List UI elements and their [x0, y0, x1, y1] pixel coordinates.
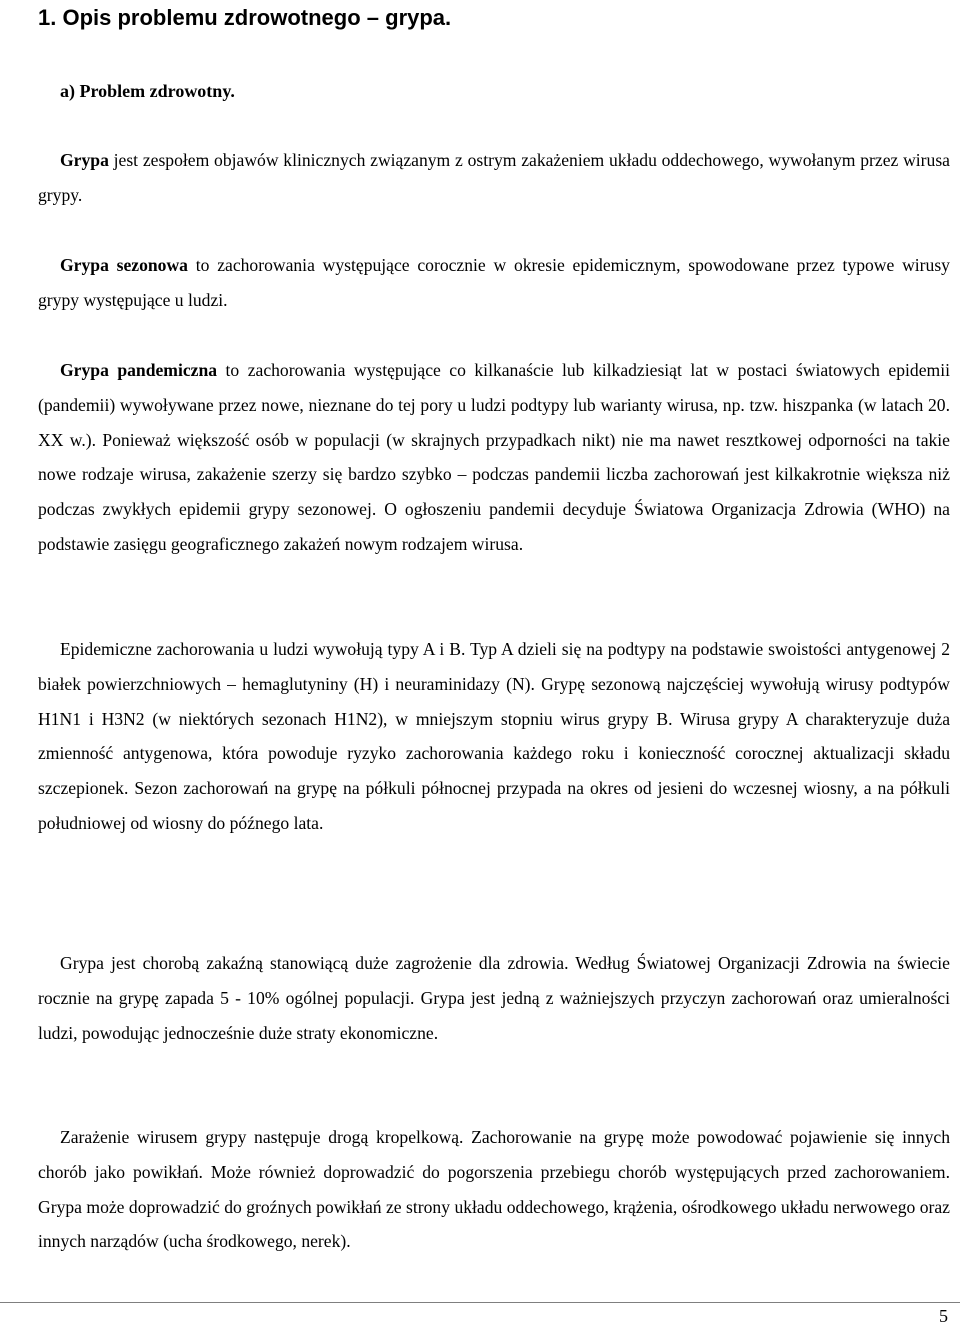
- paragraph-text: to zachorowania występujące corocznie w okresie epidemicznym, spowodowane przez typowe wirusy grypy występujące u ludzi.: [38, 255, 950, 310]
- paragraph-text: Zarażenie wirusem grypy następuje drogą kropelkową. Zachorowanie na grypę może powodować pojawienie się innych chorób jako powikłań. Może również doprowadzić do pogorszenia przebiegu chorób występujących przed zachorowaniem. Grypa może doprowadzić do groźnych powikłań ze strony układu oddechowego, krążenia, ośrodkowego układu nerwowego oraz innych narządów (ucha środkowego, nerek).: [38, 1127, 950, 1252]
- paragraph-text: to zachorowania występujące co kilkanaście lub kilkadziesiąt lat w postaci światowych epidemii (pandemii) wywoływane przez nowe, nieznane do tej pory u ludzi podtypy lub warianty wirusa, np. tzw. hiszpanka (w latach 20. XX w.). Ponieważ większość osób w populacji (w skrajnych przypadkach nikt) nie ma nawet resztkowej odporności na takie nowe rodzaje wirusa, zakażenie szerzy się bardzo szybko – podczas pandemii liczba zachorowań jest kilkakrotnie większa niż podczas zwykłych epidemii grypy sezonowej. O ogłoszeniu pandemii decyduje Światowa Organizacja Zdrowia (WHO) na podstawie zasięgu geograficznego zakażeń nowym rodzajem wirusa.: [38, 360, 950, 554]
- paragraph-grypa-sezonowa: [38, 248, 950, 318]
- paragraph-zarazenie: [38, 1120, 950, 1259]
- subsection-heading: a) Problem zdrowotny.: [60, 81, 235, 101]
- paragraph-grypa-pandemiczna: [38, 353, 950, 562]
- section-heading: 1. Opis problemu zdrowotnego – grypa.: [38, 5, 452, 30]
- page-number: 5: [939, 1306, 948, 1326]
- paragraph-zagrozenie: [38, 946, 950, 1050]
- term-grypa-sezonowa: Grypa sezonowa: [60, 255, 188, 275]
- paragraph-text: Grypa jest chorobą zakaźną stanowiącą duże zagrożenie dla zdrowia. Według Światowej Organizacji Zdrowia na świecie rocznie na grypę zapada 5 - 10% ogólnej populacji. Grypa jest jedną z ważniejszych przyczyn zachorowań oraz umieralności ludzi, powodując jednocześnie duże straty ekonomiczne.: [38, 953, 950, 1043]
- paragraph-text: jest zespołem objawów klinicznych związanym z ostrym zakażeniem układu oddechowego, wywołanym przez wirusa grypy.: [38, 150, 950, 205]
- paragraph-text: Epidemiczne zachorowania u ludzi wywołują typy A i B. Typ A dzieli się na podtypy na podstawie swoistości antygenowej 2 białek powierzchniowych – hemaglutyniny (H) i neuraminidazy (N). Grypę sezonową najczęściej wywołują wirusy podtypów H1N1 i H3N2 (w niektórych sezonach H1N2), w mniejszym stopniu wirus grypy B. Wirusa grypy A charakteryzuje duża zmienność antygenowa, która powoduje ryzyko zachorowania każdego roku i konieczność corocznej aktualizacji składu szczepionek. Sezon zachorowań na grypę na półkuli północnej przypada na okres od jesieni do wczesnej wiosny, a na półkuli południowej od wiosny do późnego lata.: [38, 639, 950, 833]
- footer-divider: [0, 1302, 960, 1303]
- paragraph-typy-wirusa: [38, 632, 950, 841]
- term-grypa: Grypa: [60, 150, 109, 170]
- paragraph-grypa-definition: [38, 143, 950, 213]
- term-grypa-pandemiczna: Grypa pandemiczna: [60, 360, 218, 380]
